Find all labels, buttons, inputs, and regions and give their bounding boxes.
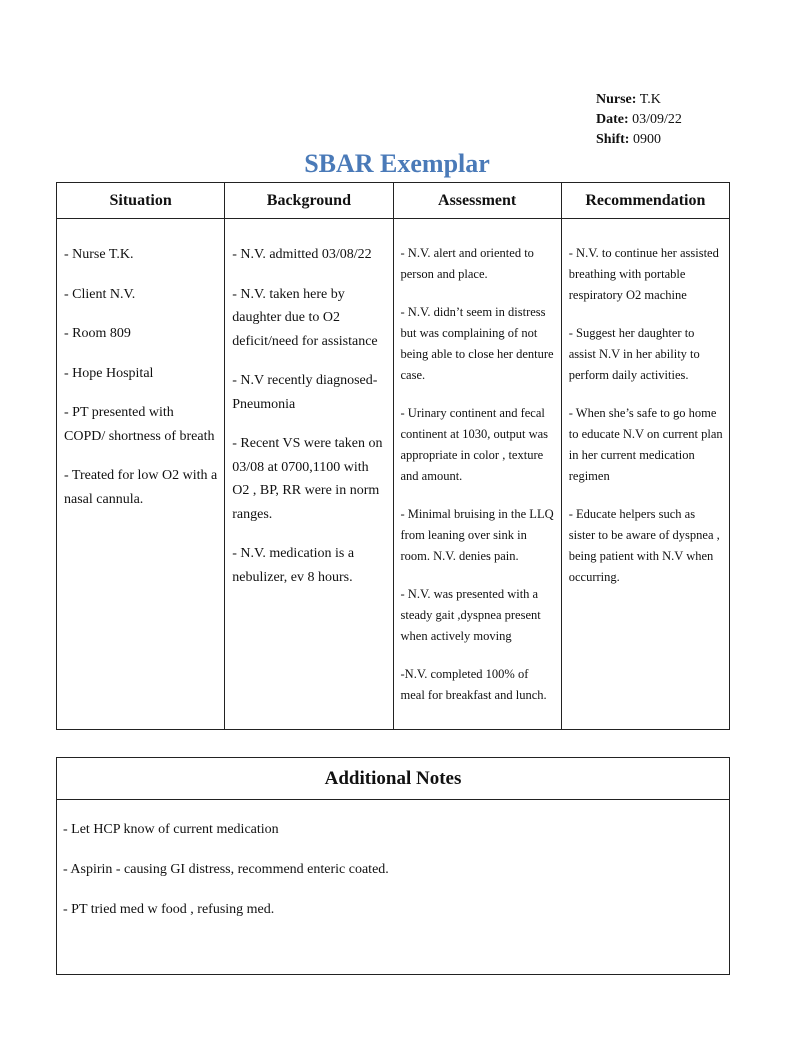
column-heading: Situation (57, 183, 224, 219)
list-item: - N.V. to continue her assisted breathing with portable respiratory O2 machine (568, 246, 719, 302)
list-item: - Hope Hospital (64, 365, 154, 381)
list-item: - Let HCP know of current medication (63, 822, 279, 837)
list-item: - N.V. taken here by daughter due to O2 deficit/need for assistance (232, 286, 378, 349)
date-label: Date: (596, 112, 629, 127)
nurse-line (596, 90, 682, 110)
column-background (225, 183, 393, 729)
list-item: - N.V. was presented with a steady gait ,dyspnea present when actively moving (400, 587, 541, 643)
shift-label: Shift: (596, 132, 630, 147)
list-item: - Suggest her daughter to assist N.V in her ability to perform daily activities. (568, 326, 700, 382)
list-item: -N.V. completed 100% of meal for breakfast and lunch. (400, 667, 547, 702)
column-body (57, 219, 224, 527)
notes-heading: Additional Notes (57, 758, 729, 800)
date-value: 03/09/22 (632, 112, 682, 127)
list-item: - Minimal bruising in the LLQ from leaning over sink in room. N.V. denies pain. (400, 507, 554, 563)
list-item: - Urinary continent and fecal continent at 1030, output was appropriate in color , texture and amount. (400, 406, 549, 483)
column-heading: Background (225, 183, 392, 219)
column-assessment (394, 183, 562, 729)
list-item: - PT presented with COPD/ shortness of breath (64, 405, 215, 444)
list-item: - N.V. alert and oriented to person and place. (400, 246, 534, 281)
nurse-label: Nurse: (596, 92, 637, 107)
column-body (394, 219, 561, 723)
date-line (596, 110, 682, 130)
list-item: - N.V. medication is a nebulizer, ev 8 hours. (232, 546, 355, 585)
header-meta (596, 90, 682, 150)
list-item: - When she’s safe to go home to educate N.V on current plan in her current medication regimen (568, 406, 723, 483)
notes-body (57, 800, 729, 920)
list-item: - Educate helpers such as sister to be aware of dyspnea , being patient with N.V when occurring. (568, 507, 720, 584)
list-item: - N.V. didn’t seem in distress but was complaining of not being able to close her denture case. (400, 305, 554, 382)
list-item: - N.V. admitted 03/08/22 (232, 247, 372, 262)
document-title: SBAR Exemplar (304, 149, 490, 178)
shift-value: 0900 (632, 132, 661, 147)
list-item: - Client N.V. (64, 286, 136, 302)
column-body (225, 219, 392, 605)
column-heading: Assessment (394, 183, 561, 219)
additional-notes-box (56, 757, 730, 975)
list-item: - N.V recently diagnosed- Pneumonia (232, 373, 378, 412)
column-recommendation (562, 183, 729, 729)
list-item: - Room 809 (64, 326, 131, 341)
shift-line (596, 130, 682, 150)
list-item: - Treated for low O2 with a nasal cannula. (64, 468, 218, 507)
list-item: - Aspirin - causing GI distress, recommend enteric coated. (63, 862, 389, 877)
column-body (562, 219, 729, 605)
list-item: - Recent VS were taken on 03/08 at 0700,1100 with O2 , BP, RR were in norm ranges. (232, 436, 383, 522)
column-situation (57, 183, 225, 729)
sbar-table (56, 182, 730, 730)
nurse-value: T.K (639, 92, 661, 107)
column-heading: Recommendation (562, 183, 729, 219)
list-item: - Nurse T.K. (64, 247, 134, 262)
list-item: - PT tried med w food , refusing med. (63, 902, 275, 917)
